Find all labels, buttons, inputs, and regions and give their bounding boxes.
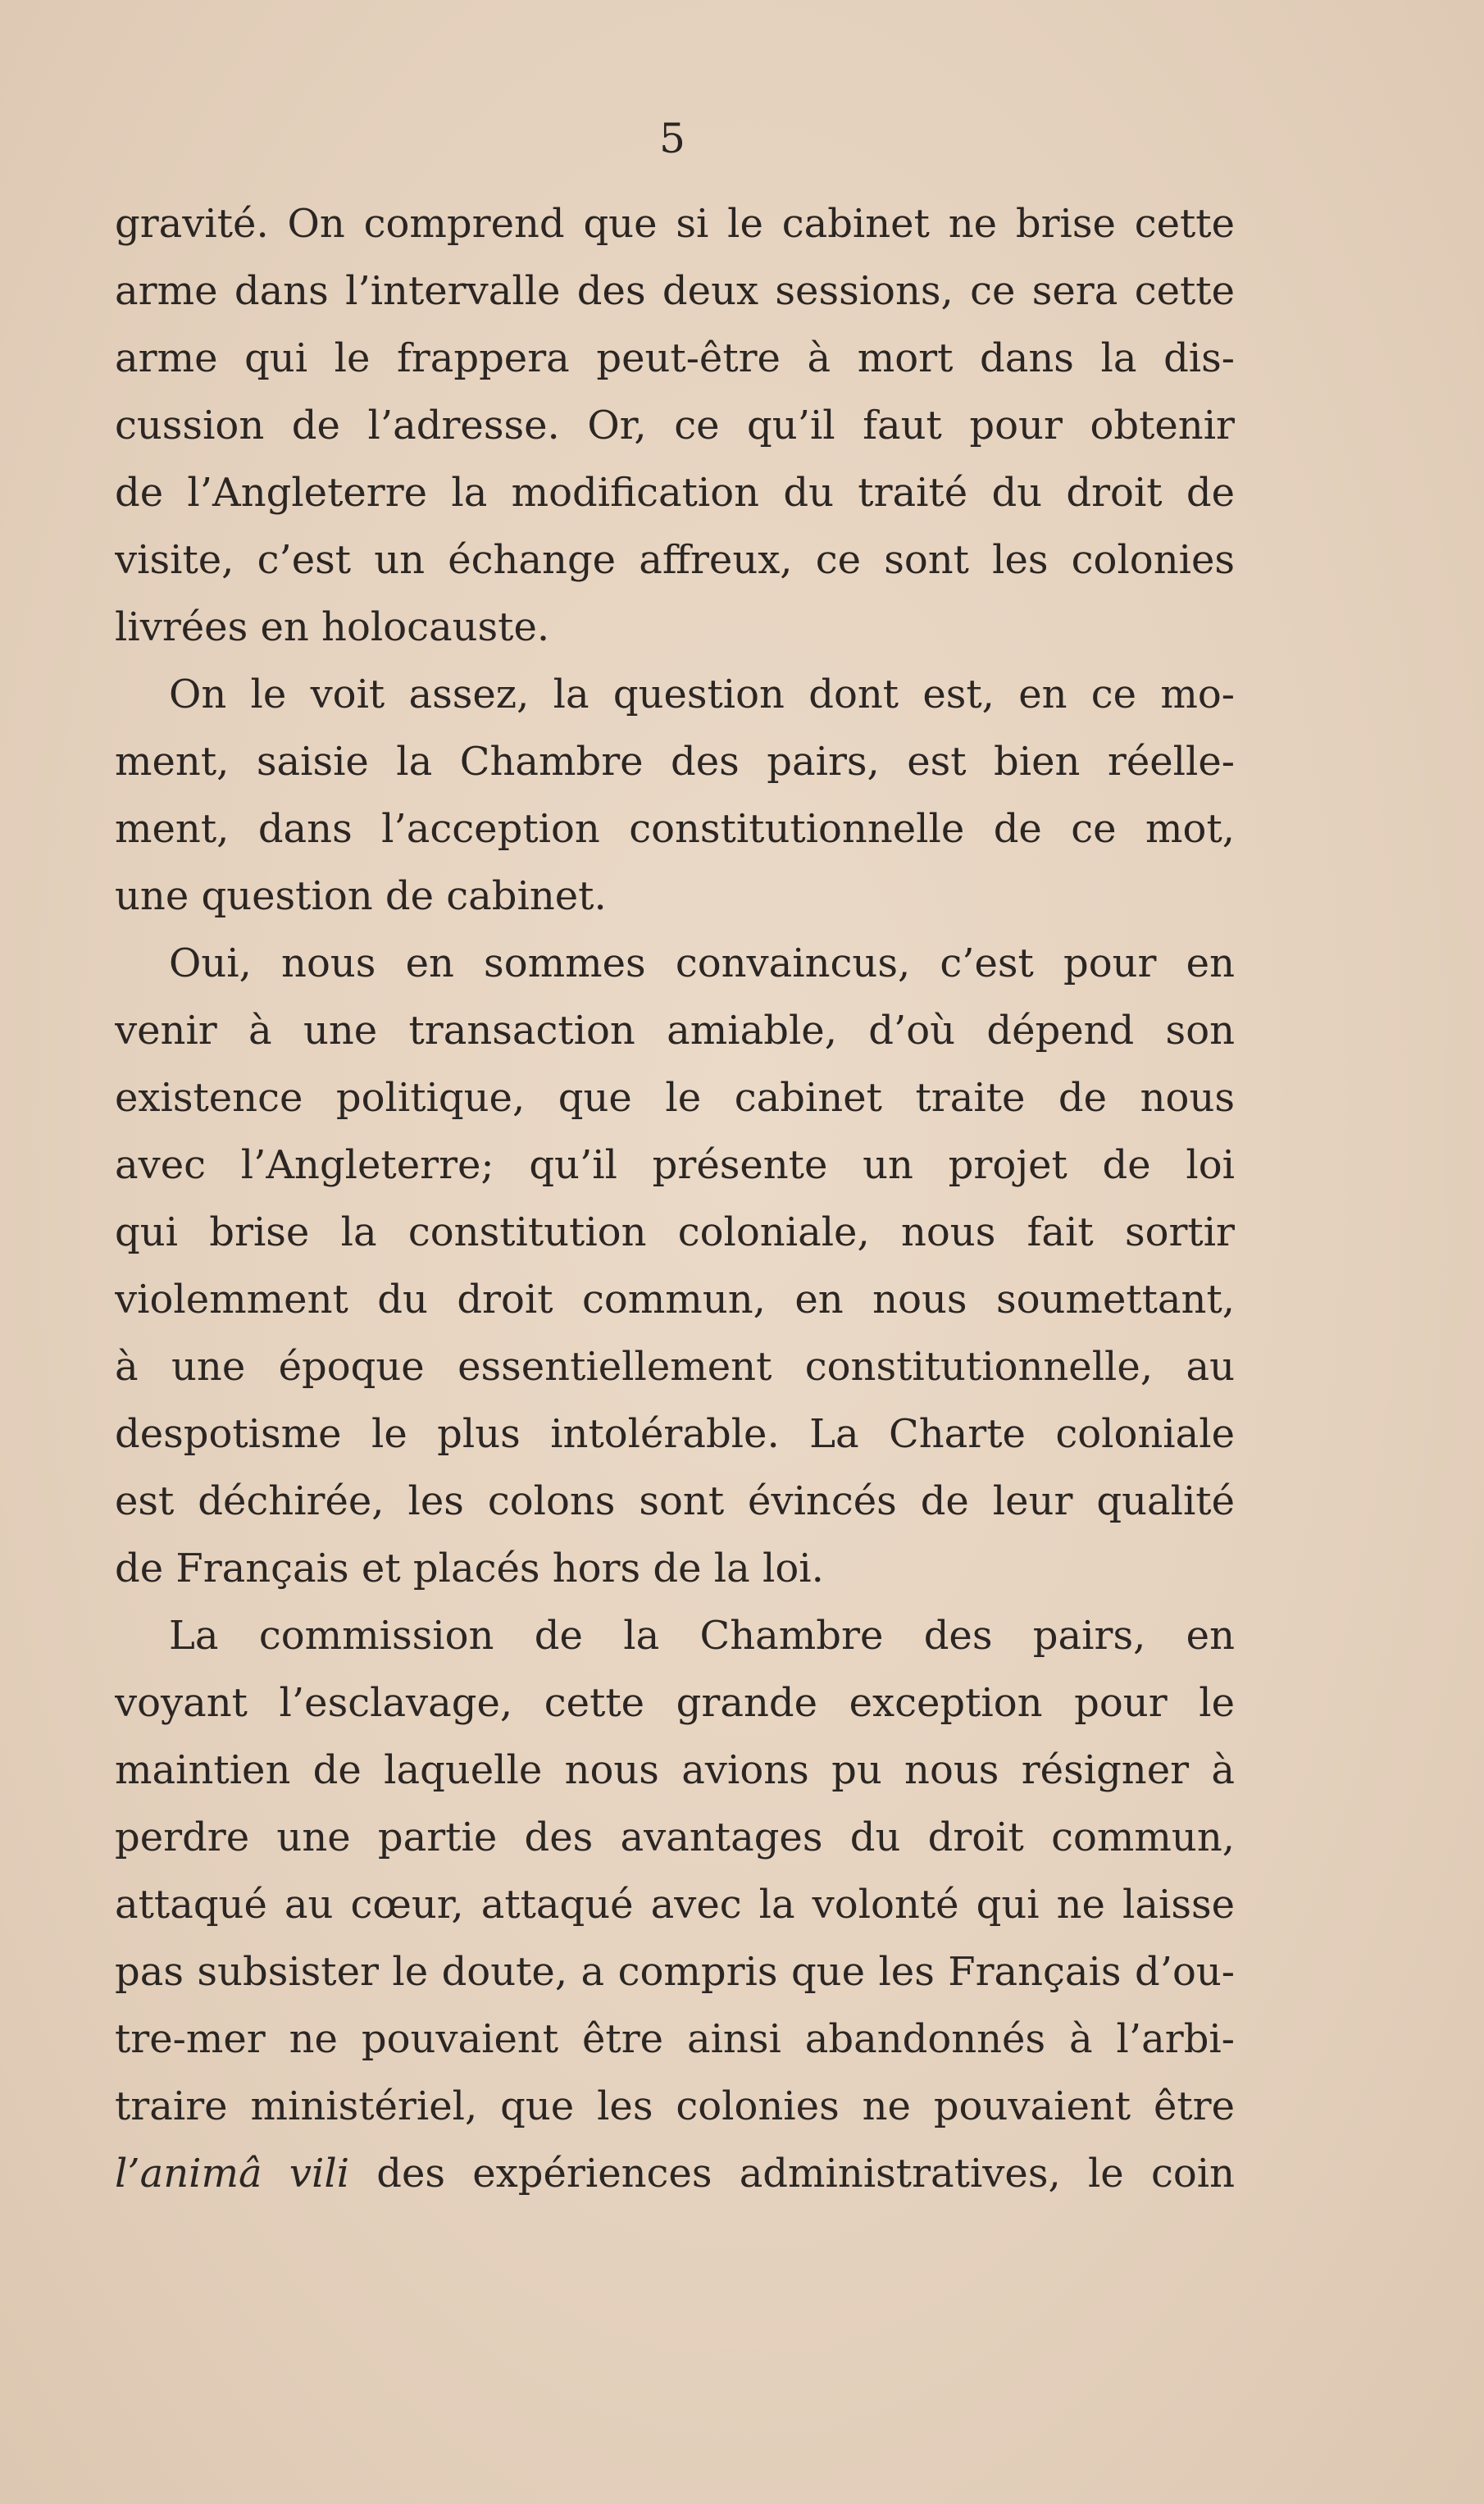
text-line: ment, saisie la Chambre des pairs, est bien réelle- bbox=[115, 739, 1235, 785]
text-line: violemment du droit commun, en nous soumettant, bbox=[115, 1277, 1235, 1323]
text-line: traire ministériel, que les colonies ne pouvaient être bbox=[115, 2083, 1235, 2129]
text-line: une question de cabinet. bbox=[115, 873, 607, 919]
text-line: perdre une partie des avantages du droit commun, bbox=[115, 1814, 1235, 1860]
text-line: attaqué au cœur, attaqué avec la volonté qui ne laisse bbox=[115, 1882, 1235, 1928]
text-line: avec l’Angleterre; qu’il présente un projet de loi bbox=[115, 1142, 1235, 1188]
line-rest: des expériences administratives, le coin bbox=[349, 2151, 1235, 2197]
text-line: est déchirée, les colons sont évincés de leur qualité bbox=[115, 1478, 1235, 1524]
text-line: existence politique, que le cabinet traite de nous bbox=[115, 1075, 1235, 1121]
body-text bbox=[115, 190, 1235, 2207]
text-line: maintien de laquelle nous avions pu nous résigner à bbox=[115, 1747, 1235, 1793]
text-line: qui brise la constitution coloniale, nous fait sortir bbox=[115, 1209, 1235, 1255]
text-line: livrées en holocauste. bbox=[115, 604, 550, 650]
text-line: arme dans l’intervalle des deux sessions, ce sera cette bbox=[115, 268, 1235, 314]
text-line: On le voit assez, la question dont est, en ce mo- bbox=[169, 672, 1235, 717]
text-line: Oui, nous en sommes convaincus, c’est pour en bbox=[169, 940, 1235, 986]
italic-phrase: l’animâ vili bbox=[115, 2151, 350, 2197]
text-line-last bbox=[115, 2140, 1235, 2207]
text-line: pas subsister le doute, a compris que les Français d’ou- bbox=[115, 1949, 1235, 1995]
text-line: ment, dans l’acception constitutionnelle de ce mot, bbox=[115, 806, 1235, 852]
text-line: venir à une transaction amiable, d’où dépend son bbox=[115, 1008, 1235, 1054]
text-line: gravité. On comprend que si le cabinet ne brise cette bbox=[115, 201, 1235, 247]
page-number: 5 bbox=[659, 115, 685, 162]
text-line: voyant l’esclavage, cette grande exception pour le bbox=[115, 1680, 1235, 1726]
text-line: despotisme le plus intolérable. La Charte coloniale bbox=[115, 1411, 1235, 1457]
text-line: La commission de la Chambre des pairs, en bbox=[169, 1613, 1235, 1659]
text-line: tre-mer ne pouvaient être ainsi abandonnés à l’arbi- bbox=[115, 2016, 1235, 2062]
text-line: visite, c’est un échange affreux, ce sont les colonies bbox=[115, 537, 1235, 583]
text-line: à une époque essentiellement constitutionnelle, au bbox=[115, 1344, 1235, 1390]
text-line: de Français et placés hors de la loi. bbox=[115, 1546, 824, 1591]
text-line: cussion de l’adresse. Or, ce qu’il faut pour obtenir bbox=[115, 403, 1235, 448]
text-line: de l’Angleterre la modification du traité du droit de bbox=[115, 470, 1235, 516]
text-line: arme qui le frappera peut-être à mort dans la dis- bbox=[115, 335, 1235, 381]
